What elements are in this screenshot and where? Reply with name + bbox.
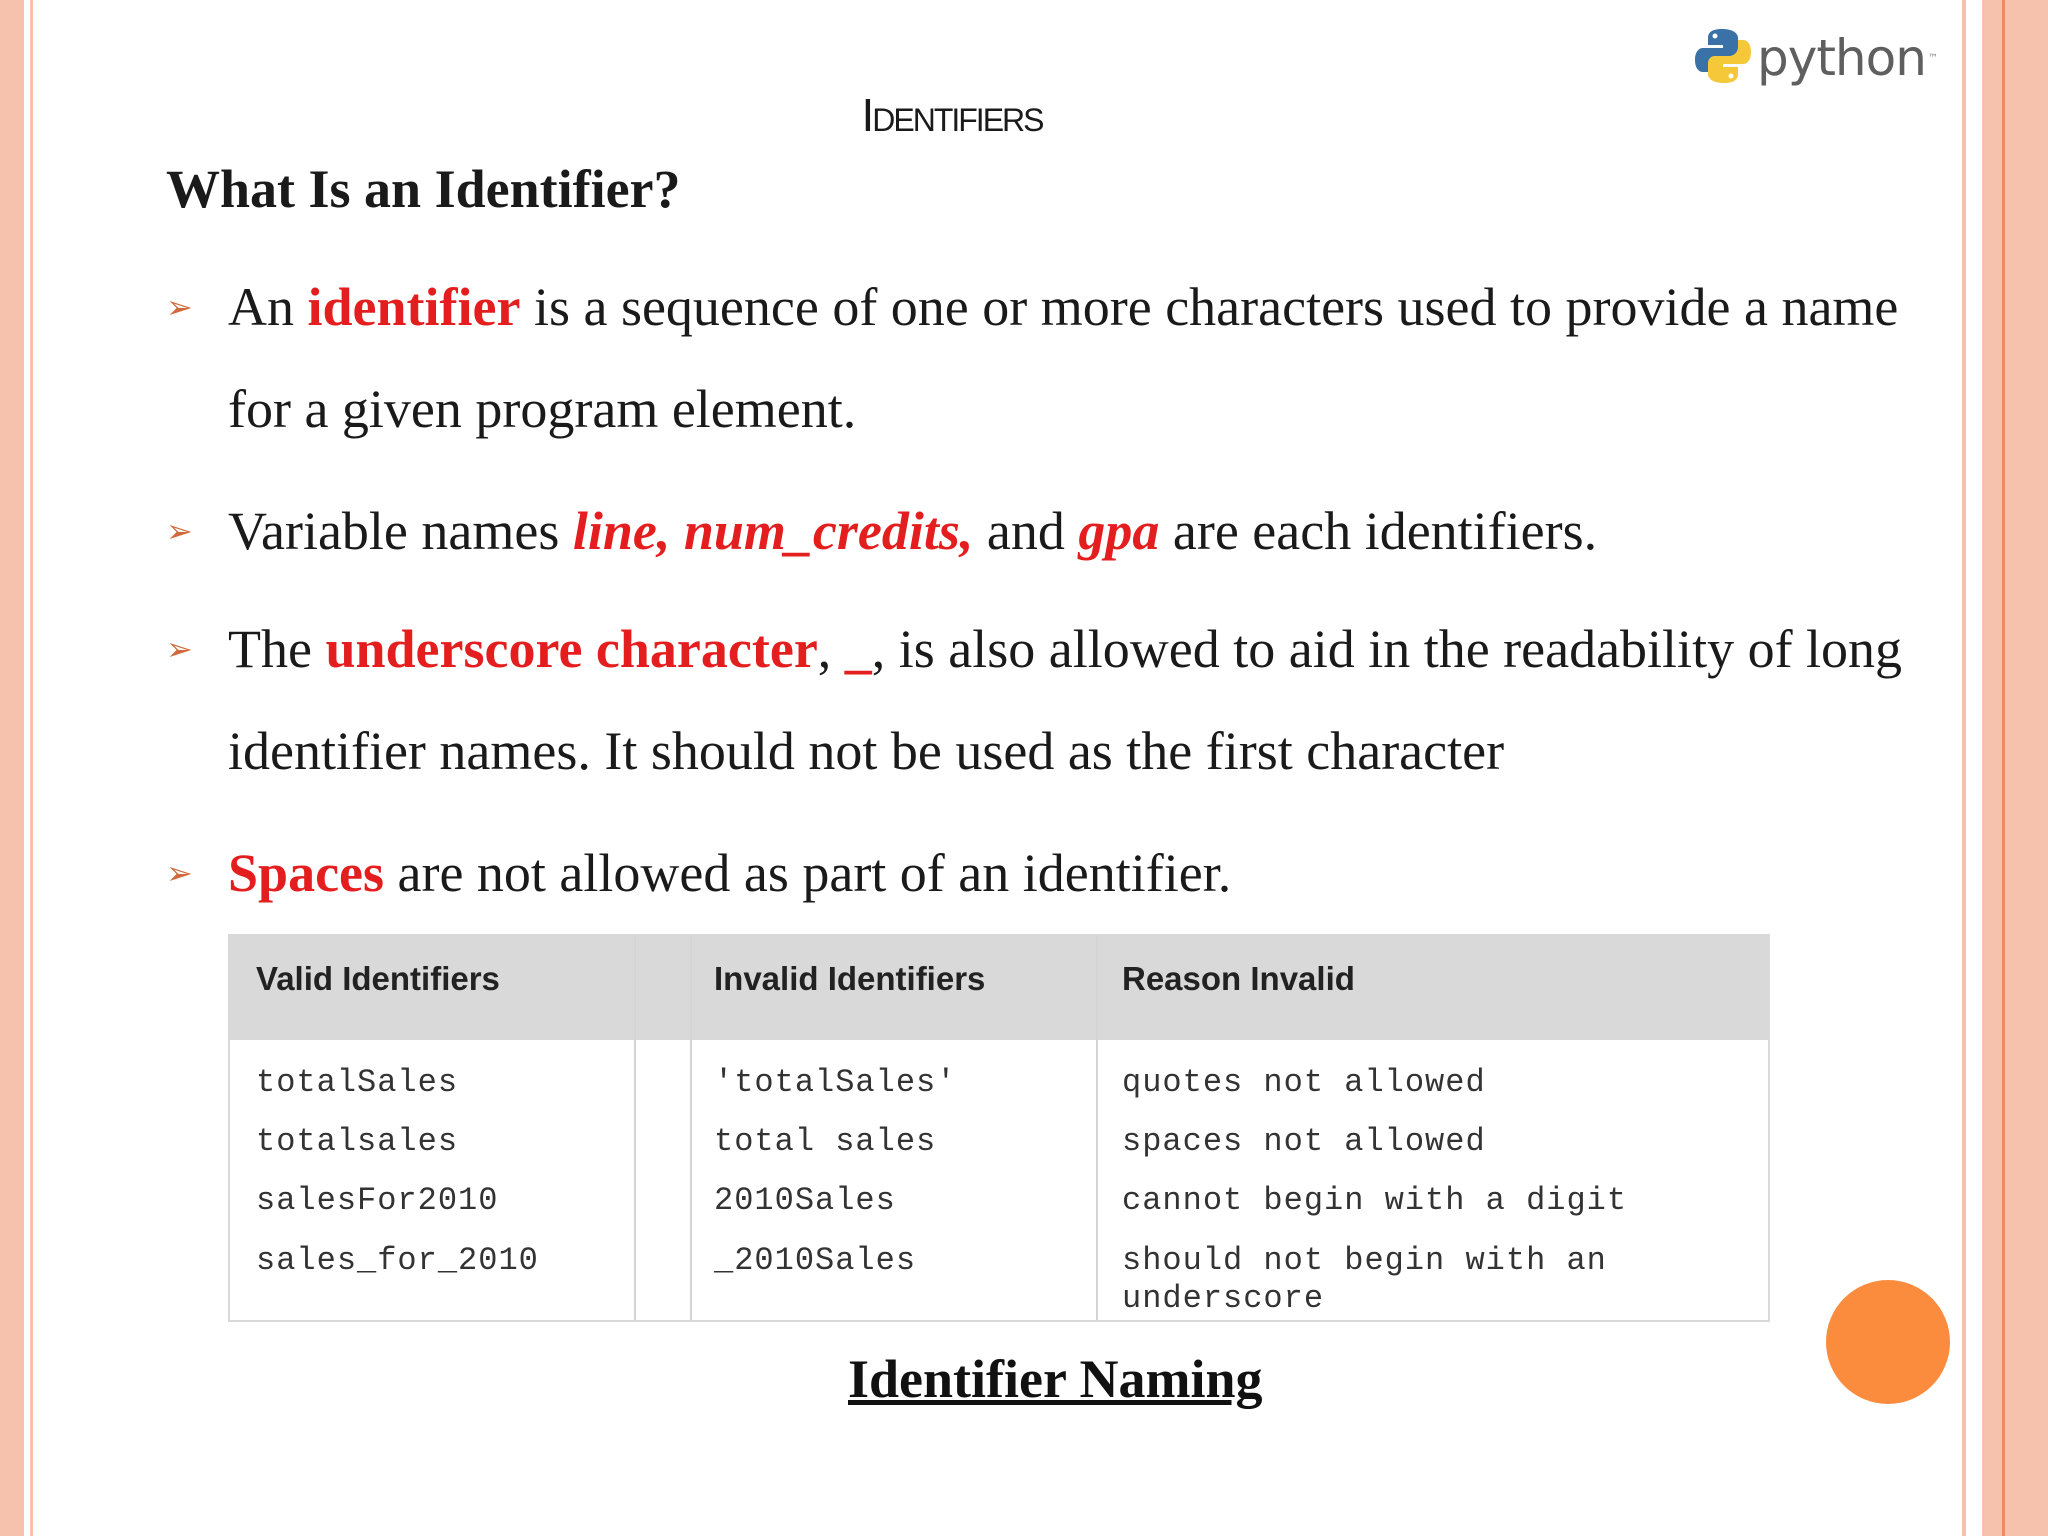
bullet-text-part: The bbox=[228, 619, 326, 679]
bullet-arrow-icon: ➢ bbox=[166, 288, 193, 326]
bullet-identifier-definition bbox=[166, 256, 1906, 460]
column-divider bbox=[690, 936, 692, 1320]
valid-identifier-cell: totalSales bbox=[256, 1064, 459, 1101]
valid-identifier-cell: sales_for_2010 bbox=[256, 1242, 539, 1279]
invalid-identifier-cell: 'totalSales' bbox=[714, 1064, 957, 1101]
bullet-emphasis: gpa bbox=[1078, 501, 1160, 561]
python-logo-text: python bbox=[1757, 29, 1926, 87]
slide-title: Identifiers bbox=[861, 89, 1043, 141]
section-heading: What Is an Identifier? bbox=[166, 159, 681, 219]
invalid-identifier-cell: 2010Sales bbox=[714, 1182, 896, 1219]
bullet-text bbox=[228, 256, 1906, 460]
decorative-orange-circle bbox=[1826, 1280, 1950, 1404]
identifier-table bbox=[228, 934, 1770, 1322]
bullet-text-part: Variable names bbox=[228, 501, 573, 561]
bullet-text-part: and bbox=[973, 501, 1079, 561]
valid-identifier-cell: totalsales bbox=[256, 1123, 459, 1160]
bullet-emphasis: underscore character bbox=[325, 619, 818, 679]
right-border-line bbox=[1962, 0, 1966, 1536]
right-border-inner-line bbox=[2002, 0, 2005, 1536]
table-caption: Identifier Naming bbox=[848, 1349, 1263, 1409]
bullet-arrow-icon: ➢ bbox=[166, 854, 193, 892]
invalid-identifier-cell: _2010Sales bbox=[714, 1242, 917, 1279]
bullet-emphasis: line, num_credits, bbox=[572, 501, 974, 561]
reason-cell: cannot begin with a digit bbox=[1122, 1182, 1628, 1219]
bullet-variable-names bbox=[166, 480, 1906, 582]
bullet-arrow-icon: ➢ bbox=[166, 630, 193, 668]
bullet-text-part: are not allowed as part of an identifier. bbox=[384, 843, 1232, 903]
header-reason-invalid: Reason Invalid bbox=[1122, 960, 1355, 997]
bullet-text-part: , is also allowed to aid in the readability of long identifier names. It should not be used as the first character bbox=[228, 619, 1903, 781]
bullet-text bbox=[228, 480, 1906, 582]
bullet-text-part: An bbox=[228, 277, 308, 337]
bullet-text-part: , bbox=[817, 619, 845, 679]
left-border bbox=[0, 0, 24, 1536]
valid-identifier-cell: salesFor2010 bbox=[256, 1182, 499, 1219]
bullet-text bbox=[228, 598, 1906, 802]
reason-cell: spaces not allowed bbox=[1122, 1123, 1486, 1160]
bullet-arrow-icon: ➢ bbox=[166, 512, 193, 550]
bullet-spaces bbox=[166, 822, 1906, 924]
bullet-text bbox=[228, 822, 1906, 924]
header-invalid-identifiers: Invalid Identifiers bbox=[714, 960, 986, 997]
reason-cell: quotes not allowed bbox=[1122, 1064, 1486, 1101]
header-valid-identifiers: Valid Identifiers bbox=[256, 960, 500, 997]
bullet-text-part: is a sequence of one or more characters used to provide a name for a given program element. bbox=[228, 277, 1899, 439]
python-logo-icon bbox=[1695, 27, 1751, 90]
column-divider bbox=[634, 936, 636, 1320]
column-divider bbox=[1096, 936, 1098, 1320]
bullet-text-part: are each identifiers. bbox=[1159, 501, 1598, 561]
bullet-emphasis: identifier bbox=[307, 277, 521, 337]
bullet-underscore bbox=[166, 598, 1906, 802]
bullet-emphasis: _ bbox=[844, 619, 872, 679]
right-border bbox=[1982, 0, 2048, 1536]
bullet-emphasis: Spaces bbox=[228, 843, 385, 903]
invalid-identifier-cell: total sales bbox=[714, 1123, 937, 1160]
python-logo-trademark: ™ bbox=[1927, 52, 1938, 64]
reason-cell: should not begin with an underscore bbox=[1122, 1242, 1607, 1317]
python-logo bbox=[1695, 18, 1938, 98]
left-border-line bbox=[30, 0, 33, 1536]
